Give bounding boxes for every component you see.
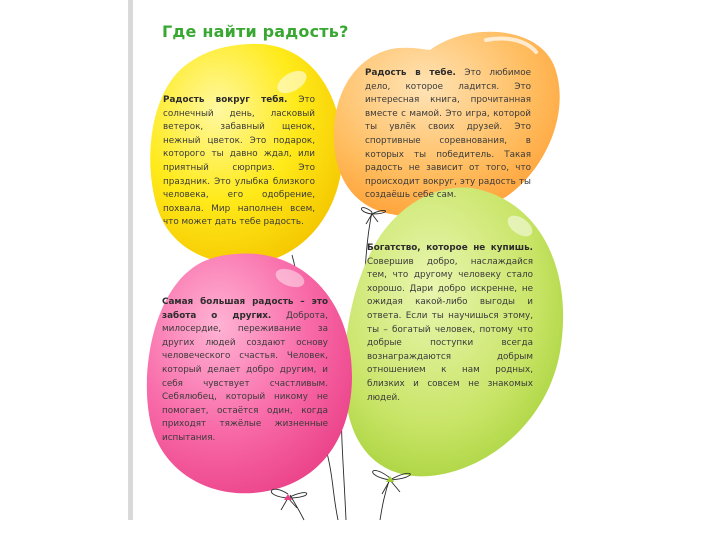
yellow-balloon-text xyxy=(163,94,315,230)
green-balloon-knot xyxy=(386,476,394,482)
green-balloon-body: Совершив добро, наслаждайся тем, что другому человеку стало хорошо. Дари добро искренне, не ожидая какой-либо выгоды и ответа. Если ты научишься этому, ты – богатый человек, потому что добрые поступки всегда вознаграждаются добрым отношением к нам родных, близких и совсем не знакомых людей. xyxy=(367,256,533,403)
pink-balloon-lead: Самая большая радость – это забота о других. xyxy=(162,297,328,321)
green-balloon-string xyxy=(380,478,390,520)
pink-balloon-body: Доброта, милосердие, переживание за других людей создают основу человеческого счастья. Человек, который делает добро другим, и себя чувствует счастливым. Себялюбец, который никому не помогает, остаётся один, когда приходят тяжёлые жизненные испытания. xyxy=(162,310,328,443)
orange-balloon-body: Это любимое дело, которое ладится. Это интересная книга, прочитанная вместе с мамой. Это игра, которой ты увлёк своих друзей. Это спортивные соревнования, в которых ты победитель. Такая радость не зависит от того, что происходит вокруг, эту радость ты создаёшь себе сам. xyxy=(365,68,532,201)
page-title: Где найти радость? xyxy=(162,22,349,41)
orange-balloon-text xyxy=(365,67,531,203)
green-balloon-text xyxy=(367,242,533,405)
yellow-balloon-body: Это солнечный день, ласковый ветерок, забавный щенок, нежный цветок. Это подарок, которого ты давно ждал, или приятный сюрприз. Это праздник. Это улыбка близкого человека, его одобрение, похвала. Мир наполнен всем, что может дать тебе радость. xyxy=(163,95,315,228)
green-balloon-lead: Богатство, которое не купишь. xyxy=(367,243,533,253)
yellow-balloon-lead: Радость вокруг тебя. xyxy=(163,95,288,105)
orange-balloon-lead: Радость в тебе. xyxy=(365,68,456,78)
green-balloon-bow xyxy=(373,471,411,494)
pink-balloon-text xyxy=(162,296,328,446)
